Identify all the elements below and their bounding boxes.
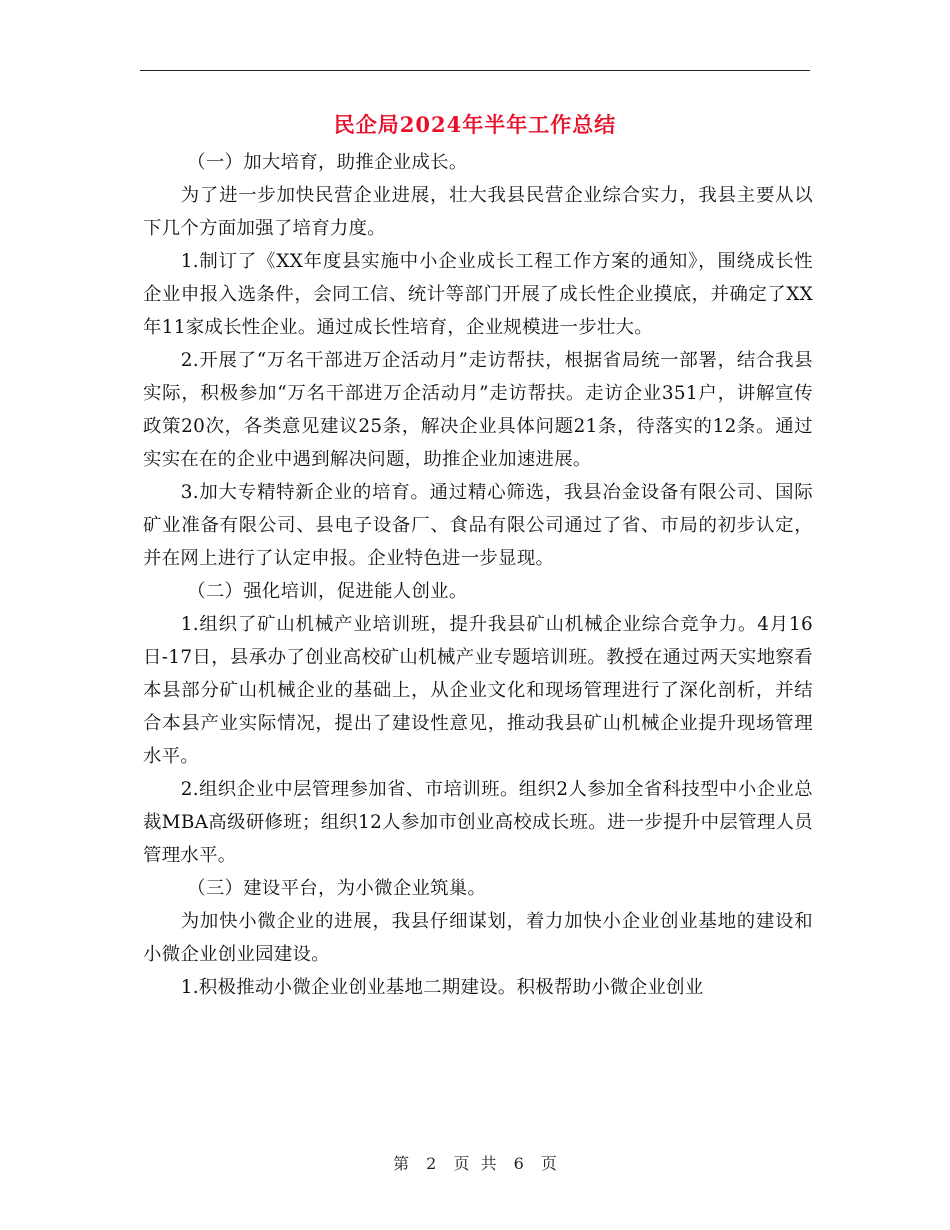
paragraph: 为了进一步加快民营企业进展，壮大我县民营企业综合实力，我县主要从以下几个方面加强了培育力度。 bbox=[143, 185, 813, 239]
section-heading-3: （三）建设平台，为小微企业筑巢。 bbox=[187, 878, 487, 899]
total-page-count: 6 bbox=[513, 1154, 524, 1173]
paragraph: 1.制订了《XX年度县实施中小企业成长工程工作方案的通知》，围绕成长性企业申报入选条件，会同工信、统计等部门开展了成长性企业摸底，并确定了XX年11家成长性企业。通过成长性培育，企业规模进一步壮大。 bbox=[143, 251, 813, 338]
section-heading-2: （二）强化培训，促进能人创业。 bbox=[187, 581, 468, 602]
section-heading-1: （一）加大培育，助推企业成长。 bbox=[187, 152, 468, 173]
header-rule bbox=[140, 70, 810, 71]
footer-middle: 页 共 bbox=[453, 1154, 497, 1173]
footer-prefix: 第 bbox=[393, 1154, 410, 1173]
paragraph: 1.组织了矿山机械产业培训班，提升我县矿山机械企业综合竞争力。4月16日-17日，县承办了创业高校矿山机械产业专题培训班。教授在通过两天实地察看本县部分矿山机械企业的基础上，从企业文化和现场管理进行了深化剖析，并结合本县产业实际情况，提出了建设性意见，推动我县矿山机械企业提升现场管理水平。 bbox=[143, 614, 813, 767]
paragraph: 3.加大专精特新企业的培育。通过精心筛选，我县冶金设备有限公司、国际矿业准备有限公司、县电子设备厂、食品有限公司通过了省、市局的初步认定，并在网上进行了认定申报。企业特色进一步显现。 bbox=[143, 482, 813, 569]
document-title: 民企局2024年半年工作总结 bbox=[333, 112, 617, 137]
current-page-number: 2 bbox=[426, 1154, 437, 1173]
paragraph: 1.积极推动小微企业创业基地二期建设。积极帮助小微企业创业 bbox=[180, 977, 704, 998]
paragraph: 2.组织企业中层管理参加省、市培训班。组织2人参加全省科技型中小企业总裁MBA高级研修班；组织12人参加市创业高校成长班。进一步提升中层管理人员管理水平。 bbox=[143, 779, 813, 866]
paragraph: 为加快小微企业的进展，我县仔细谋划，着力加快小企业创业基地的建设和小微企业创业园建设。 bbox=[143, 911, 813, 965]
page-footer bbox=[0, 1152, 950, 1176]
paragraph: 2.开展了“万名干部进万企活动月”走访帮扶，根据省局统一部署，结合我县实际，积极参加“万名干部进万企活动月”走访帮扶。走访企业351户，讲解宣传政策20次，各类意见建议25条，解决企业具体问题21条，待落实的12条。通过实实在在的企业中遇到解决问题，助推企业加速进展。 bbox=[143, 350, 813, 470]
footer-suffix: 页 bbox=[540, 1154, 557, 1173]
document-body bbox=[143, 146, 813, 1004]
